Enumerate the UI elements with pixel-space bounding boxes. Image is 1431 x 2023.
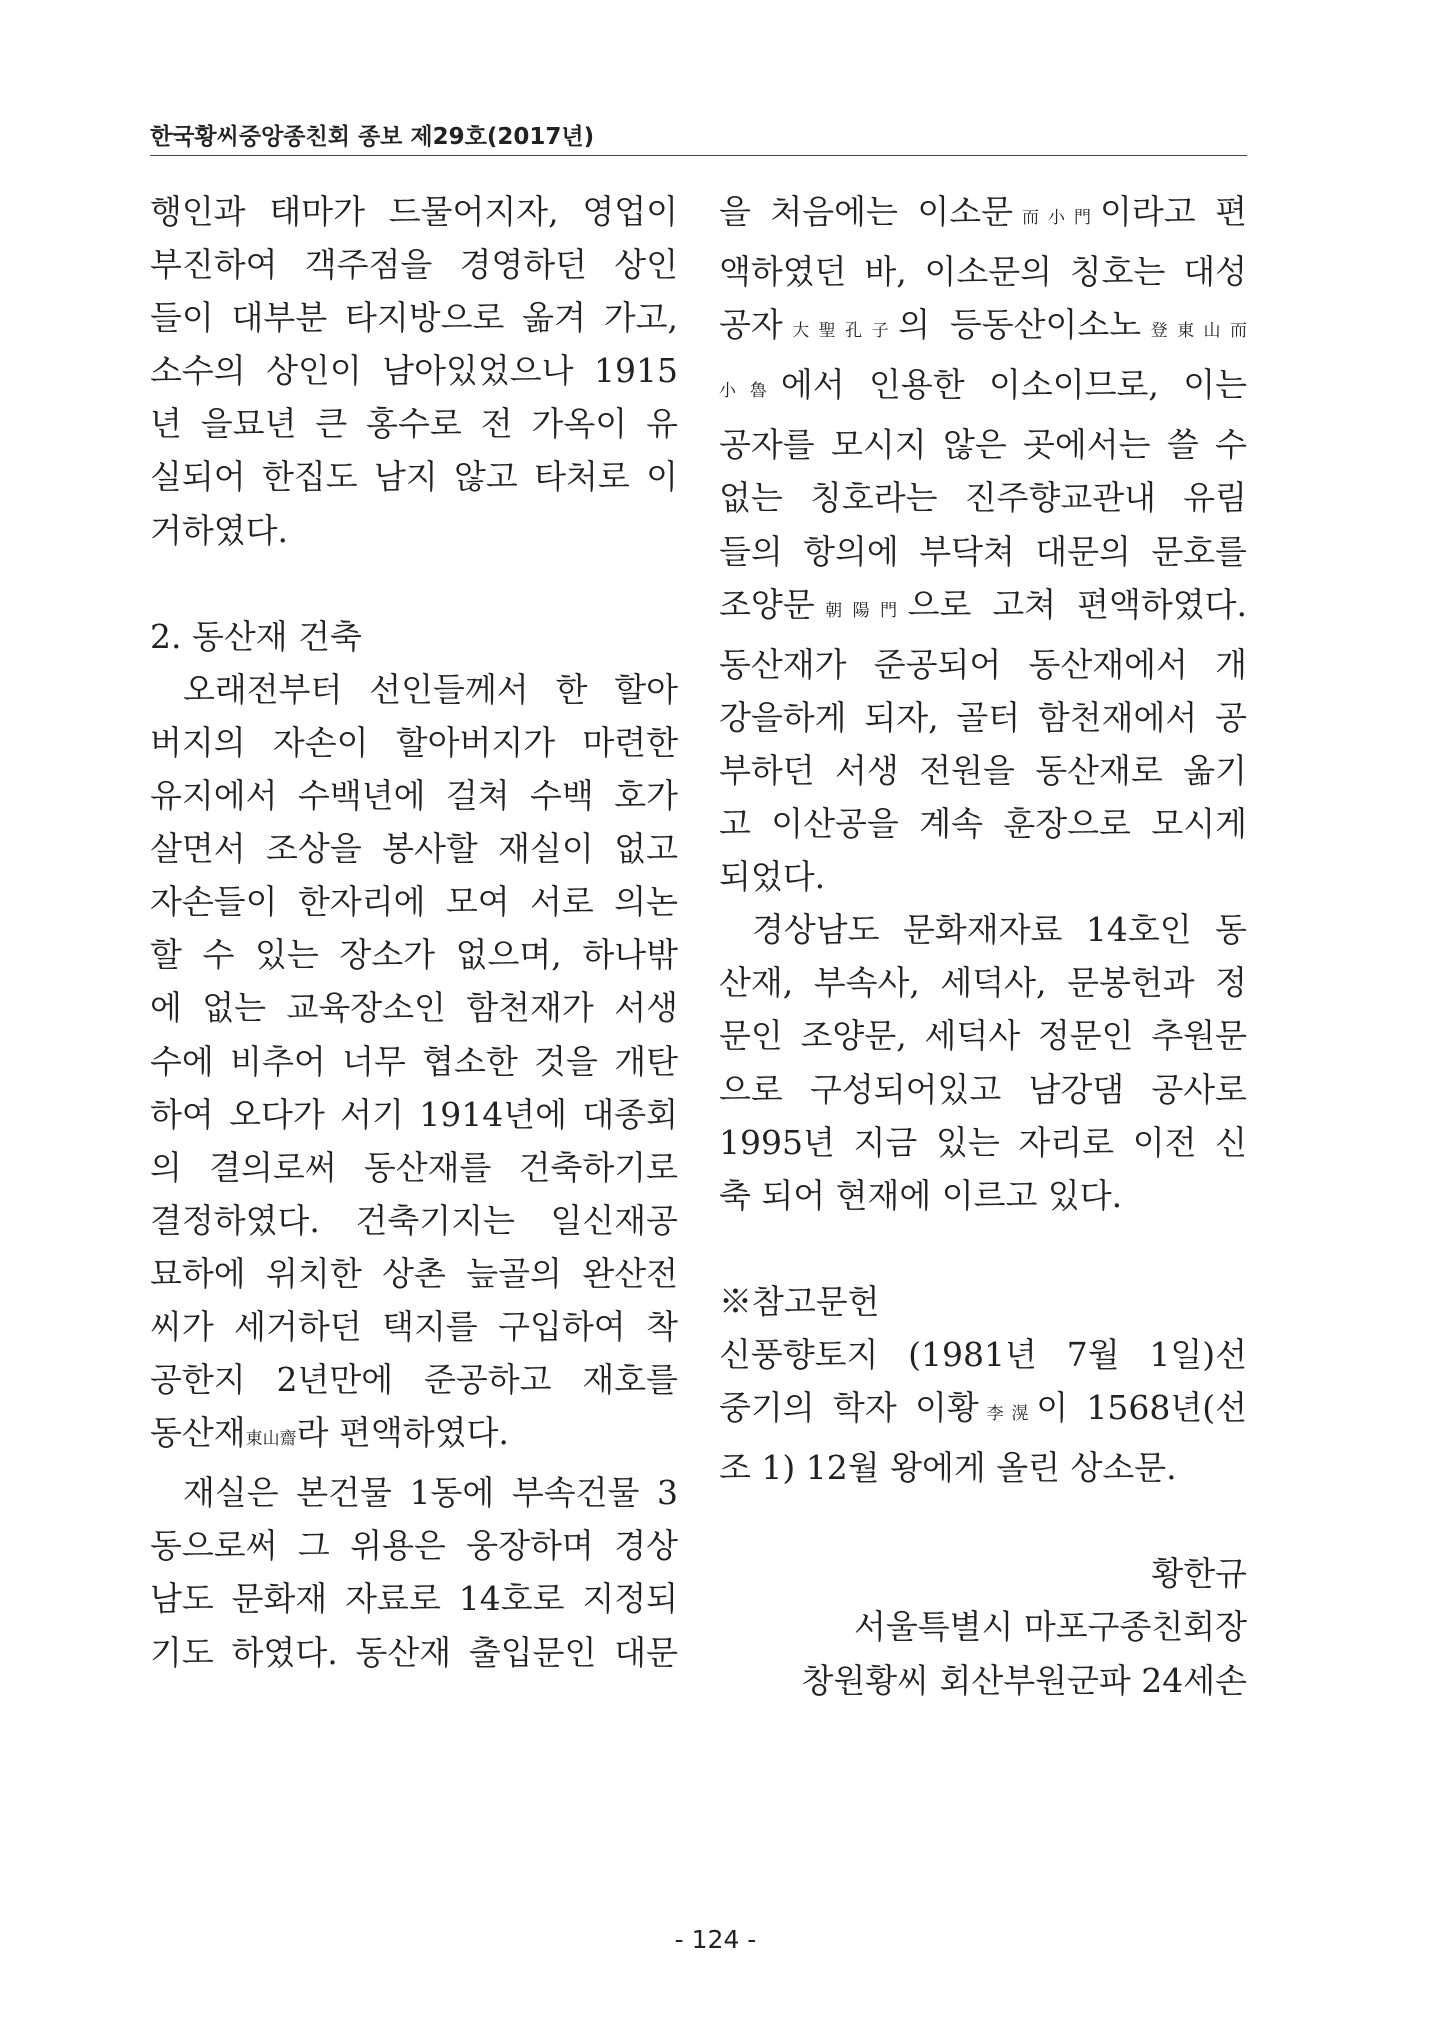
hanja-annotation: 登東山而 — [1141, 321, 1248, 342]
text-line: 거하였다. — [150, 510, 289, 550]
text-run: 동산재 — [150, 1413, 246, 1453]
text-line — [150, 1406, 678, 1466]
text-line: 오래전부터 선인들께서 한 할아 — [183, 669, 678, 709]
text-line: 액하였던 바, 이소문의 칭호는 대성 — [719, 252, 1247, 292]
text-line: 하여 오다가 서기 1914년에 대종회 — [150, 1094, 678, 1134]
reference-line — [719, 1381, 1247, 1441]
text-line: 문인 조양문, 세덕사 정문인 추원문 — [719, 1016, 1247, 1056]
text-line: 들이 대부분 타지방으로 옮겨 가고, — [150, 298, 678, 338]
text-line: 기도 하였다. 동산재 출입문인 대문 — [150, 1632, 678, 1672]
text-line: 할 수 있는 장소가 없으며, 하나밖 — [150, 935, 678, 975]
author-name: 황한규 — [1151, 1554, 1247, 1594]
author-title: 서울특별시 마포구종친회장 — [853, 1607, 1247, 1647]
text-run: 에서 인용한 이소이므로, 이는 — [780, 365, 1248, 405]
hanja-annotation: 朝陽門 — [814, 600, 908, 621]
text-line: 에 없는 교육장소인 함천재가 서생 — [150, 988, 678, 1028]
text-line: 1995년 지금 있는 자리로 이전 신 — [719, 1122, 1247, 1162]
hanja-annotation: 東山齋 — [245, 1429, 297, 1450]
text-run: 으로 고쳐 편액하였다. — [907, 584, 1248, 624]
text-line: 동으로써 그 위용은 웅장하며 경상 — [150, 1526, 678, 1566]
text-run: 이 1568년(선 — [1036, 1388, 1247, 1428]
text-line: 축 되어 현재에 이르고 있다. — [719, 1175, 1123, 1215]
hanja-annotation: 小魯 — [719, 381, 781, 402]
text-run: 조양문 — [719, 584, 815, 624]
text-line: 들의 항의에 부닥쳐 대문의 문호를 — [719, 531, 1247, 571]
text-line: 경상남도 문화재자료 14호인 동 — [752, 910, 1247, 950]
text-line: 살면서 조상을 봉사할 재실이 없고 — [150, 829, 678, 869]
hanja-annotation: 李滉 — [978, 1404, 1037, 1425]
text-line: 자손들이 한자리에 모여 서로 의논 — [150, 882, 678, 922]
text-line — [719, 298, 1247, 358]
text-run: 이라고 편 — [1099, 192, 1247, 231]
text-line: 공한지 2년만에 준공하고 재호를 — [150, 1360, 678, 1400]
text-run: 을 처음에는 이소문 — [719, 192, 1013, 231]
text-line: 동산재가 준공되어 동산재에서 개 — [719, 644, 1247, 684]
text-line: 남도 문화재 자료로 14호로 지정되 — [150, 1579, 678, 1619]
running-header: 한국황씨중앙종친회 종보 제29호(2017년) — [150, 124, 595, 150]
text-line: 소수의 상인이 남아있었으나 1915 — [150, 351, 678, 391]
text-line — [719, 185, 1247, 245]
reference-line: 조 1) 12월 왕에게 올린 상소문. — [719, 1448, 1177, 1488]
text-line: 씨가 세거하던 택지를 구입하여 착 — [150, 1306, 678, 1346]
header-rule — [150, 155, 1247, 156]
hanja-annotation: 大聖孔子 — [782, 321, 899, 342]
author-lineage: 창원황씨 회산부원군파 24세손 — [801, 1660, 1247, 1700]
text-line: 결정하였다. 건축기지는 일신재공 — [150, 1200, 678, 1240]
text-run: 공자 — [719, 305, 783, 345]
text-run: 중기의 학자 이황 — [719, 1388, 979, 1428]
hanja-annotation: 而小門 — [1013, 208, 1100, 228]
text-line: 행인과 태마가 드물어지자, 영업이 — [150, 192, 678, 231]
text-line: 의 결의로써 동산재를 건축하기로 — [150, 1147, 678, 1187]
text-line: 부진하여 객주점을 경영하던 상인 — [150, 245, 678, 285]
text-line — [719, 578, 1247, 638]
text-line: 버지의 자손이 할아버지가 마련한 — [150, 722, 678, 762]
section-heading: 2. 동산재 건축 — [150, 616, 362, 656]
text-line: 년 을묘년 큰 홍수로 전 가옥이 유 — [150, 404, 678, 444]
text-line: 되었다. — [719, 857, 826, 897]
text-line: 없는 칭호라는 진주향교관내 유림 — [719, 478, 1247, 518]
text-line: 으로 구성되어있고 남강댐 공사로 — [719, 1069, 1247, 1109]
text-line: 공자를 모시지 않은 곳에서는 쓸 수 — [719, 425, 1247, 465]
reference-line: 신풍향토지 (1981년 7월 1일)선 — [719, 1334, 1247, 1374]
text-line: 고 이산공을 계속 훈장으로 모시게 — [719, 804, 1247, 844]
text-line: 부하던 서생 전원을 동산재로 옮기 — [719, 750, 1247, 790]
right-column — [719, 185, 1247, 1707]
text-line: 유지에서 수백년에 걸쳐 수백 호가 — [150, 776, 678, 816]
left-column — [150, 185, 678, 1679]
text-line: 강을하게 되자, 골터 함천재에서 공 — [719, 697, 1247, 737]
text-run: 라 편액하였다. — [296, 1413, 509, 1453]
text-line: 재실은 본건물 1동에 부속건물 3 — [183, 1473, 678, 1513]
text-line: 산재, 부속사, 세덕사, 문봉헌과 정 — [719, 963, 1247, 1003]
text-line — [719, 358, 1247, 418]
text-line: 묘하에 위치한 상촌 늪골의 완산전 — [150, 1253, 678, 1293]
text-line: 수에 비추어 너무 협소한 것을 개탄 — [150, 1041, 678, 1081]
text-run: 의 등동산이소노 — [898, 305, 1142, 345]
text-line: 실되어 한집도 남지 않고 타처로 이 — [150, 457, 678, 497]
references-heading: ※참고문헌 — [719, 1281, 880, 1321]
page-number: - 124 - — [674, 1925, 757, 1954]
